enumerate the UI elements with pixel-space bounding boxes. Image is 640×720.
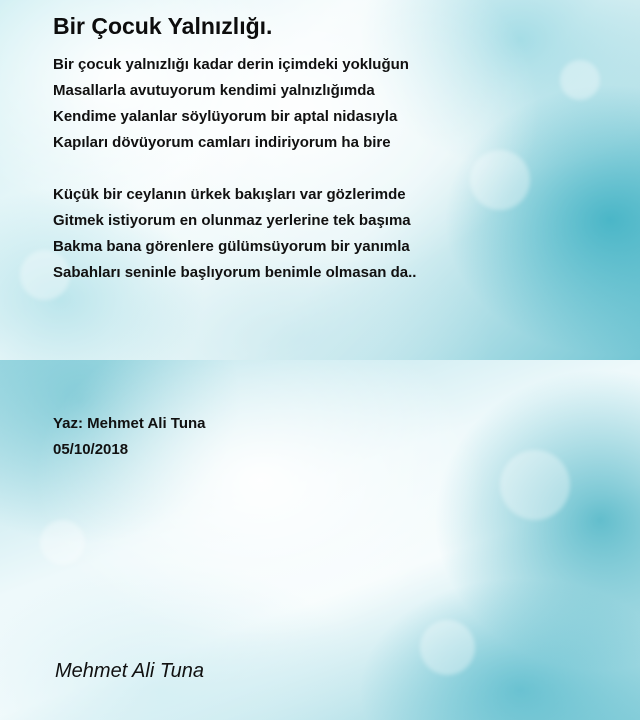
author-byline: Yaz: Mehmet Ali Tuna [53, 415, 206, 432]
poem-title: Bir Çocuk Yalnızlığı. [53, 13, 273, 39]
poem-body [53, 52, 613, 312]
background-bokeh [500, 450, 570, 520]
poem-line: Masallarla avutuyorum kendimi yalnızlığımda [53, 82, 375, 99]
poem-line: Bir çocuk yalnızlığı kadar derin içimdeki yokluğun [53, 56, 409, 73]
author-meta [53, 411, 206, 463]
background-bokeh [40, 520, 85, 565]
poem-line: Kapıları dövüyorum camları indiriyorum ha bire [53, 134, 391, 151]
author-card [0, 360, 640, 720]
poem-date: 05/10/2018 [53, 441, 129, 458]
background-bokeh [420, 620, 475, 675]
poem-line: Küçük bir ceylanın ürkek bakışları var gözlerimde [53, 186, 406, 203]
author-signature: Mehmet Ali Tuna [55, 660, 204, 682]
poem-stanza [53, 52, 613, 156]
poem-line: Gitmek istiyorum en olunmaz yerlerine tek başıma [53, 212, 411, 229]
poem-line: Bakma bana görenlere gülümsüyorum bir yanımla [53, 238, 410, 255]
poem-line: Sabahları seninle başlıyorum benimle olmasan da.. [53, 264, 417, 281]
poem-line: Kendime yalanlar söylüyorum bir aptal nidasıyla [53, 108, 398, 125]
poem-stanza [53, 182, 613, 286]
